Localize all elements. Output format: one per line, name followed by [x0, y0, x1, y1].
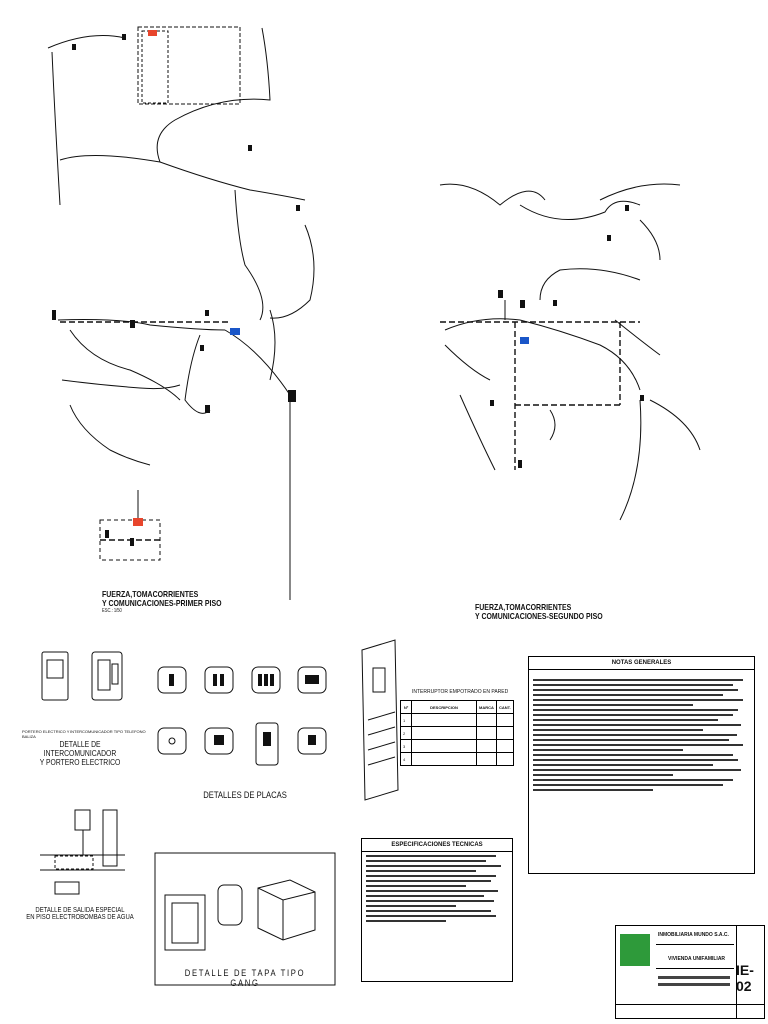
tech-specs-box: [361, 838, 513, 982]
intercom-caption: [25, 740, 136, 767]
table-row: [401, 727, 514, 740]
switch-table-header: CANT.: [496, 701, 513, 714]
switch-table-header: Nº: [401, 701, 412, 714]
switch-table: [400, 700, 514, 766]
table-cell: [412, 740, 477, 753]
special-outlet-caption: [21, 907, 140, 921]
switch-table-header-row: [401, 701, 514, 714]
table-cell: 4: [401, 753, 412, 766]
general-notes-box: [528, 656, 755, 874]
intercom-caption-line2: Y PORTERO ELECTRICO: [39, 758, 121, 767]
switch-table-title: INTERRUPTOR EMPOTRADO EN PARED: [412, 689, 509, 695]
table-cell: [496, 740, 513, 753]
sheet-code: IE-02: [736, 962, 754, 994]
table-cell: [496, 714, 513, 727]
table-cell: [496, 727, 513, 740]
plates-caption: DETALLES DE PLACAS: [203, 790, 287, 800]
table-cell: 2: [401, 727, 412, 740]
tech-specs-title: ESPECIFICACIONES TECNICAS: [362, 839, 512, 852]
table-cell: [477, 740, 497, 753]
table-row: [401, 740, 514, 753]
intercom-label-left: PORTERO ELECTRICO Y BALIZA: [22, 729, 70, 739]
table-cell: [496, 753, 513, 766]
table-cell: [412, 714, 477, 727]
table-cell: [412, 753, 477, 766]
second-floor-plan-title: [475, 603, 603, 621]
first-floor-title-line2: Y COMUNICACIONES-PRIMER PISO: [102, 598, 222, 608]
special-outlet-caption-line1: DETALLE DE SALIDA ESPECIAL: [35, 907, 125, 914]
switch-table-wrapper: [400, 700, 514, 766]
company-logo: [620, 934, 650, 966]
company-name: INMOBILIARIA MUNDO S.A.C.: [658, 932, 729, 938]
table-row: [401, 714, 514, 727]
tech-specs-text-block: [362, 855, 512, 922]
switch-table-header: MARCA: [477, 701, 497, 714]
table-cell: [412, 727, 477, 740]
switch-table-header: DESCRIPCION: [412, 701, 477, 714]
table-cell: 1: [401, 714, 412, 727]
gang-box-caption: DETALLE DE TAPA TIPO GANG: [184, 968, 306, 988]
general-notes-title: NOTAS GENERALES: [529, 657, 754, 670]
first-floor-title-line1: FUERZA,TOMACORRIENTES: [102, 589, 199, 599]
intercom-caption-line1: DETALLE DE INTERCOMUNICADOR: [43, 740, 117, 758]
table-row: [401, 753, 514, 766]
second-floor-title-line1: FUERZA,TOMACORRIENTES: [475, 602, 572, 612]
second-floor-title-line2: Y COMUNICACIONES-SEGUNDO PISO: [475, 611, 603, 621]
first-floor-scale: ESC.: 1/50: [102, 608, 122, 614]
first-floor-plan-title: [102, 590, 222, 614]
general-notes-text-block: [529, 670, 754, 791]
table-cell: [477, 727, 497, 740]
project-name: VIVIENDA UNIFAMILIAR: [668, 956, 726, 962]
table-cell: 3: [401, 740, 412, 753]
table-cell: [477, 753, 497, 766]
intercom-label-right: INTERCOMUNICADOR TIPO TELEFONO: [70, 729, 146, 734]
special-outlet-caption-line2: EN PISO ELECTROBOMBAS DE AGUA: [26, 914, 134, 921]
table-cell: [477, 714, 497, 727]
